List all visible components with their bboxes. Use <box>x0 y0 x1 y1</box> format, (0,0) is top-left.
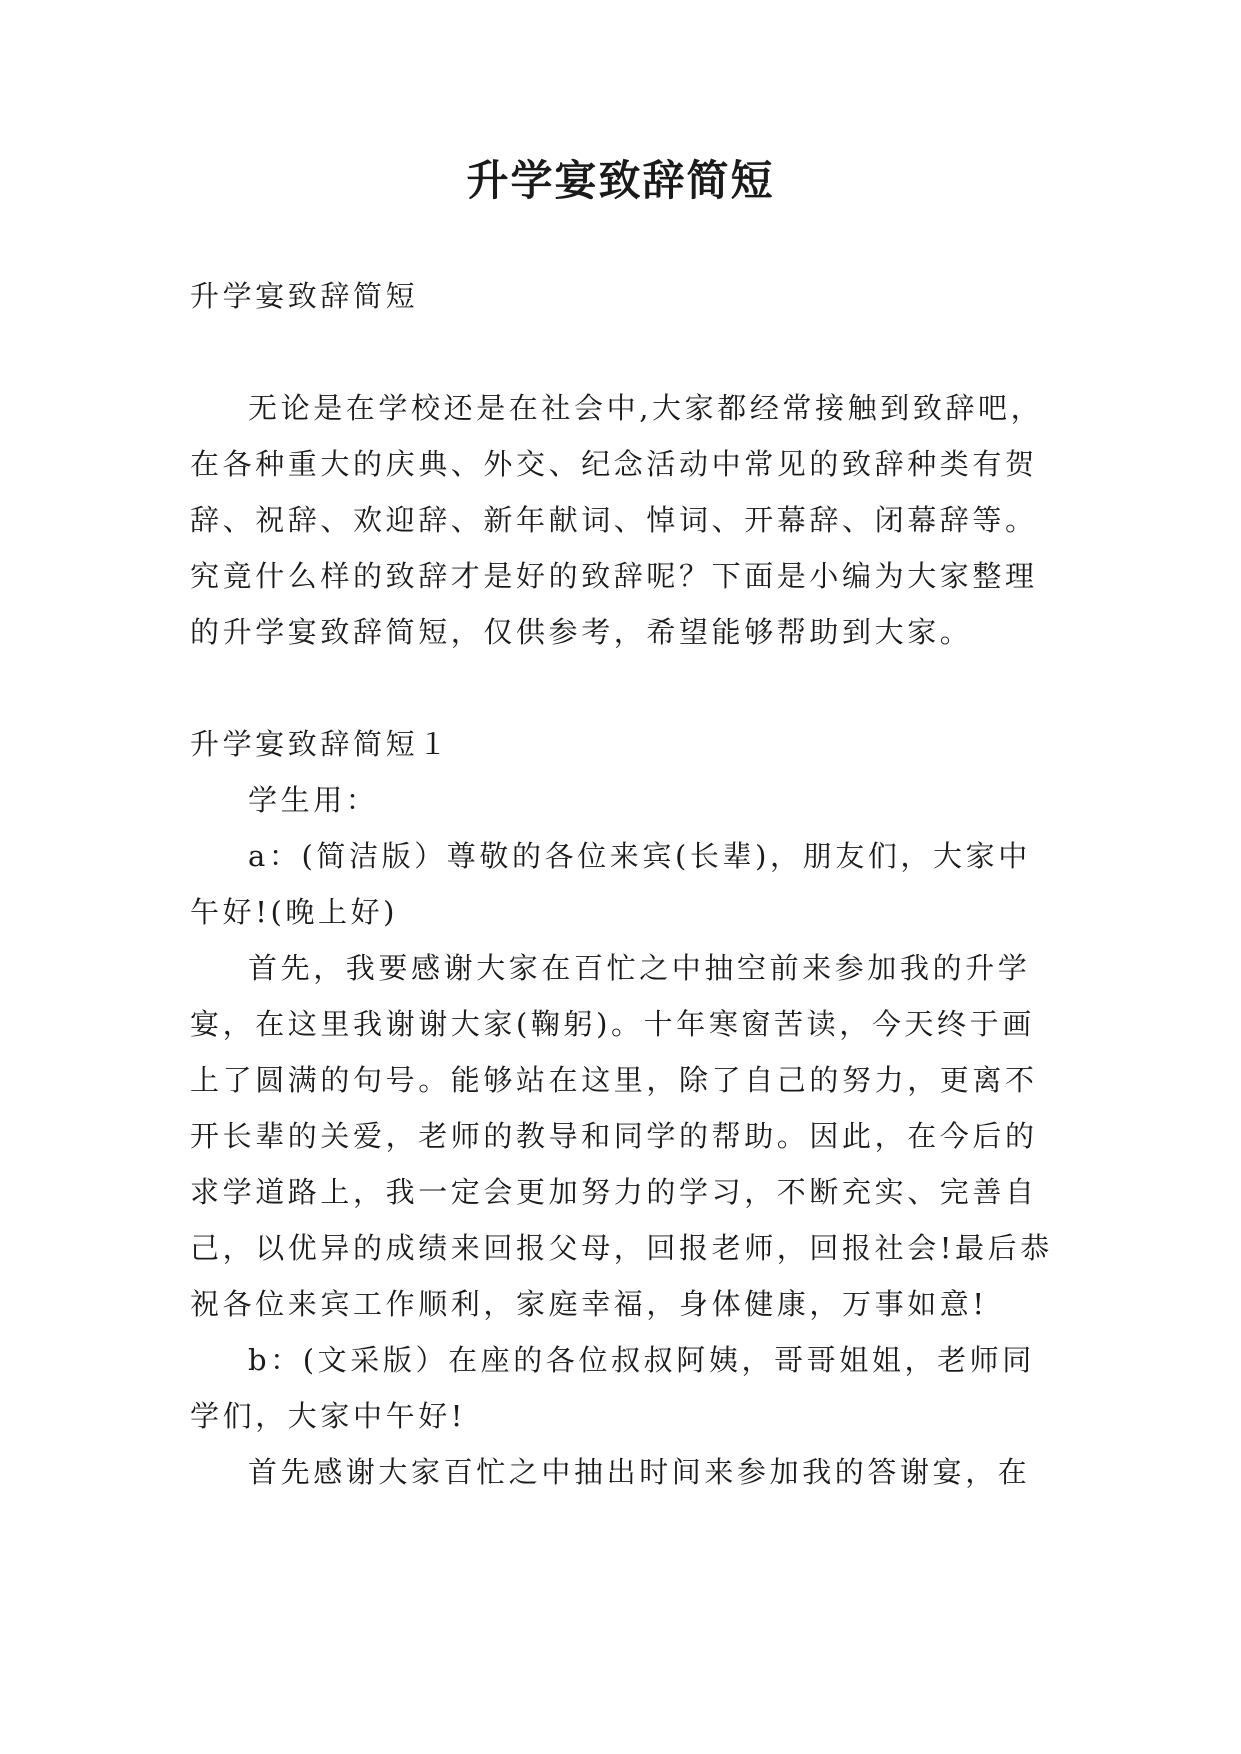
paragraph-a-greeting: a：(简洁版）尊敬的各位来宾(长辈)，朋友们，大家中午好!(晚上好) <box>190 839 1031 929</box>
intro-paragraph: 无论是在学校还是在社会中,大家都经常接触到致辞吧，在各种重大的庆典、外交、纪念活动中常见的致辞种类有贺辞、祝辞、欢迎辞、新年献词、悼词、开幕辞、闭幕辞等。究竟什么样的致辞才是好的致辞呢？下面是小编为大家整理的升学宴致辞简短，仅供参考，希望能够帮助到大家。 <box>190 391 1044 649</box>
document-body <box>190 268 1060 1500</box>
document-subtitle: 升学宴致辞简短 <box>190 279 419 313</box>
section-heading: 升学宴致辞简短１ <box>190 727 451 761</box>
student-label: 学生用： <box>248 783 379 817</box>
paragraph-b-greeting: b：(文采版）在座的各位叔叔阿姨，哥哥姐姐，老师同学们，大家中午好! <box>190 1343 1035 1433</box>
paragraph-b-body: 首先感谢大家百忙之中抽出时间来参加我的答谢宴，在 <box>248 1455 1031 1489</box>
document-title: 升学宴致辞简短 <box>466 156 775 205</box>
paragraph-a-body: 首先，我要感谢大家在百忙之中抽空前来参加我的升学宴，在这里我谢谢大家(鞠躬)。十年寒窗苦读，今天终于画上了圆满的句号。能够站在这里，除了自己的努力，更离不开长辈的关爱，老师的教导和同学的帮助。因此，在今后的求学道路上，我一定会更加努力的学习，不断充实、完善自己，以优异的成绩来回报父母，回报老师，回报社会!最后恭祝各位来宾工作顺利，家庭幸福，身体健康，万事如意! <box>190 951 1053 1321</box>
